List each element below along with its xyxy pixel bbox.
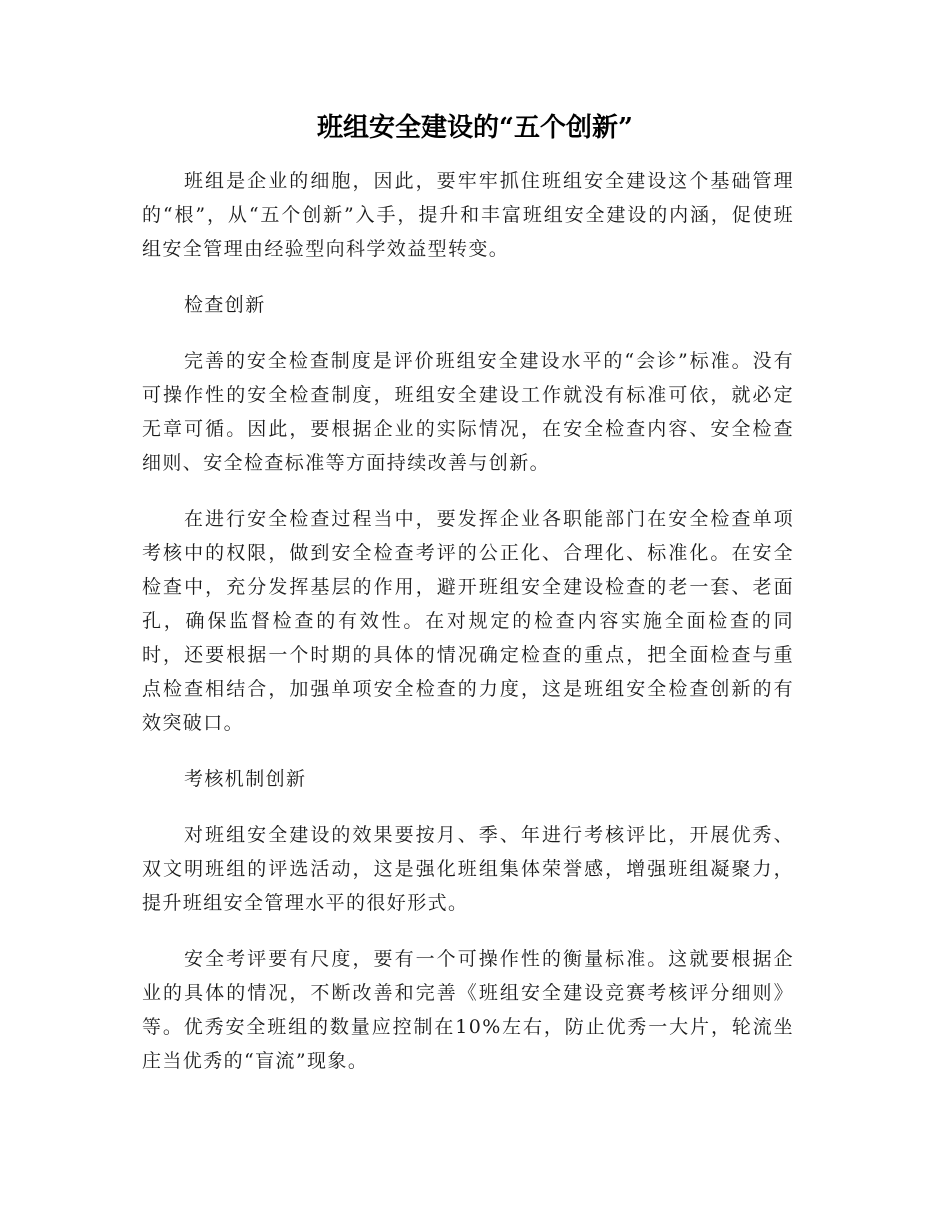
document-body xyxy=(142,164,794,1100)
document-title: 班组安全建设的“五个创新” xyxy=(317,113,633,143)
paragraph-inspection-system: 完善的安全检查制度是评价班组安全建设水平的“会诊”标准。没有可操作性的安全检查制度，班组安全建设工作就没有标准可依，就必定无章可循。因此，要根据企业的实际情况，在安全检查内容、安全检查细则、安全检查标准等方面持续改善与创新。 xyxy=(142,350,794,474)
paragraph-inspection-process: 在进行安全检查过程当中，要发挥企业各职能部门在安全检查单项考核中的权限，做到安全检查考评的公正化、合理化、标准化。在安全检查中，充分发挥基层的作用，避开班组安全建设检查的老一套、老面孔，确保监督检查的有效性。在对规定的检查内容实施全面检查的同时，还要根据一个时期的具体的情况确定检查的重点，把全面检查与重点检查相结合，加强单项安全检查的力度，这是班组安全检查创新的有效突破口。 xyxy=(142,508,794,734)
paragraph-assessment-standard: 安全考评要有尺度，要有一个可操作性的衡量标准。这就要根据企业的具体的情况，不断改善和完善《班组安全建设竞赛考核评分细则》等。优秀安全班组的数量应控制在10%左右，防止优秀一大片，轮流坐庄当优秀的“盲流”现象。 xyxy=(142,948,794,1072)
paragraph-assessment-evaluation: 对班组安全建设的效果要按月、季、年进行考核评比，开展优秀、双文明班组的评选活动，这是强化班组集体荣誉感，增强班组凝聚力，提升班组安全管理水平的很好形式。 xyxy=(142,824,794,914)
intro-paragraph: 班组是企业的细胞，因此，要牢牢抓住班组安全建设这个基础管理的“根”，从“五个创新”入手，提升和丰富班组安全建设的内涵，促使班组安全管理由经验型向科学效益型转变。 xyxy=(142,170,794,260)
section-heading-inspection: 检查创新 xyxy=(184,294,266,316)
section-heading-assessment: 考核机制创新 xyxy=(184,768,307,790)
